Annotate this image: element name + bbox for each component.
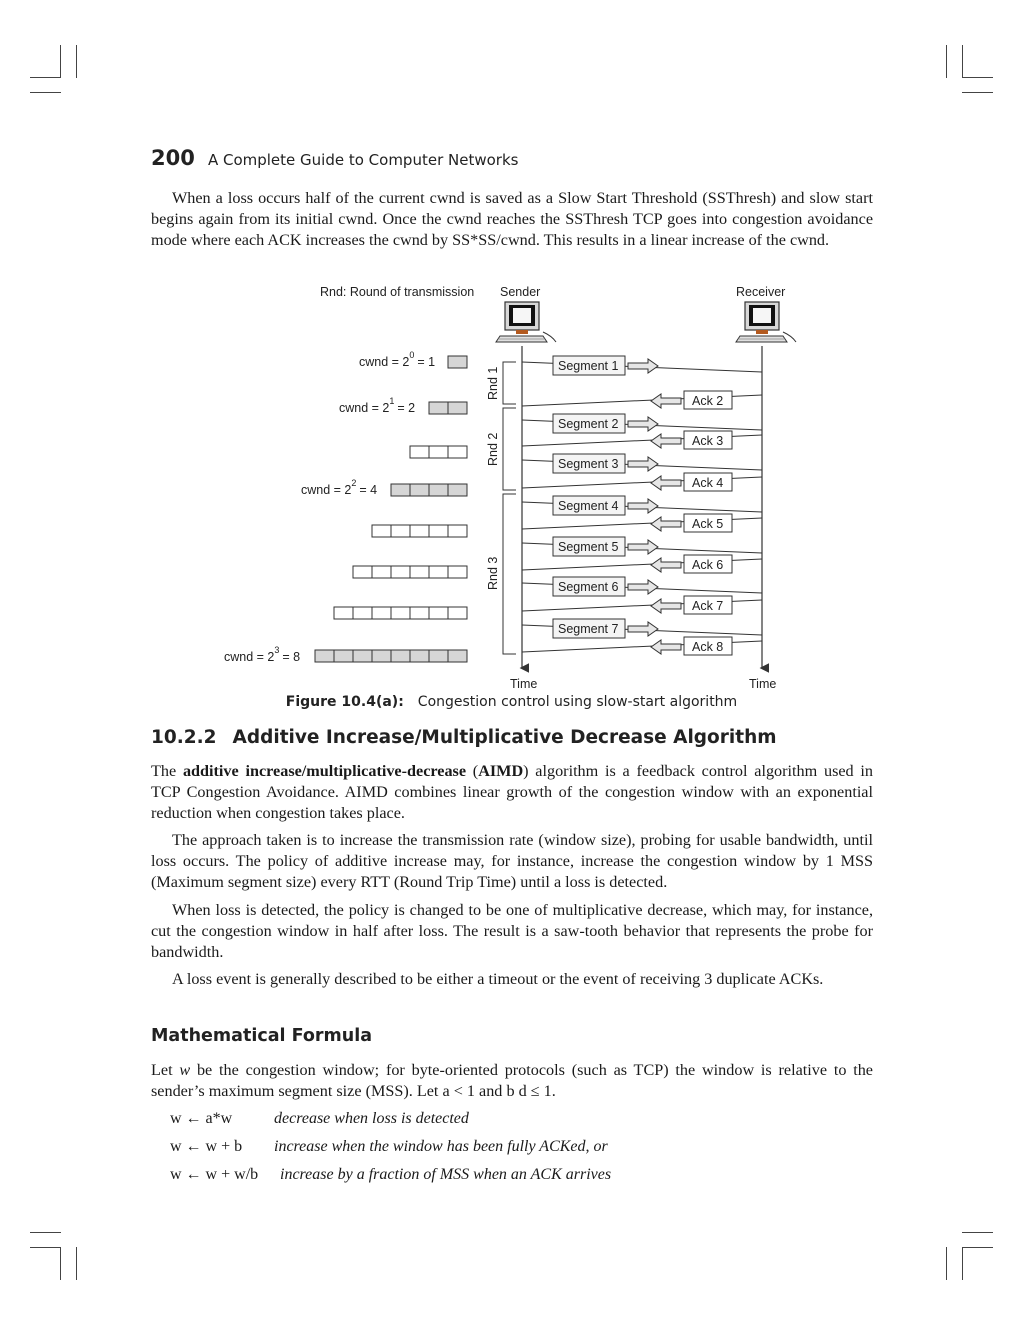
aimd-mid: ( (466, 762, 479, 780)
crop-mark (76, 1247, 77, 1280)
ack-arrow-icon (651, 476, 681, 490)
receiver-computer-icon (736, 302, 796, 342)
crop-mark (962, 92, 993, 93)
cwnd-window-box (410, 650, 429, 662)
cwnd-window-box (372, 566, 391, 578)
cwnd-window-box (391, 650, 410, 662)
cwnd-window-box (448, 650, 467, 662)
aimd-paragraph (151, 761, 873, 824)
formula-expression: w ← a*w (170, 1110, 233, 1127)
formula-row (170, 1166, 612, 1184)
crop-mark (962, 1232, 993, 1233)
cwnd-window-box (448, 356, 467, 368)
segment-arrow-icon (628, 417, 658, 431)
cwnd-window-box (429, 650, 448, 662)
cwnd-label-1: cwnd = $2^0 = 1$ (359, 350, 436, 369)
round-label-2: Rnd 2 (486, 432, 500, 466)
book-title: A Complete Guide to Computer Networks (207, 151, 519, 169)
cwnd-window-box (448, 566, 467, 578)
figure-caption (0, 694, 1023, 710)
subsection-heading: Mathematical Formula (151, 1026, 372, 1046)
ack-label: Ack 8 (692, 640, 724, 654)
ack-arrow-icon (651, 599, 681, 613)
cwnd-label-2: cwnd = $2^1 = 2$ (339, 396, 416, 415)
segment-arrow-icon (628, 457, 658, 471)
cwnd-window-box (448, 484, 467, 496)
cwnd-window-box (429, 402, 448, 414)
ack-label: Ack 2 (692, 394, 724, 408)
cwnd-window-box (353, 607, 372, 619)
cwnd-window-box (391, 607, 410, 619)
sender-time-label: Time (510, 677, 538, 691)
crop-mark (60, 45, 61, 78)
ack-label: Ack 4 (692, 476, 724, 490)
segment-label: Segment 2 (558, 417, 619, 431)
section-title: Additive Increase/Multiplicative Decrease Algorithm (232, 727, 777, 748)
formula-intro-paragraph (151, 1060, 873, 1102)
crop-mark (962, 1247, 963, 1280)
formula-intro-a: Let (151, 1061, 180, 1079)
ack-arrow-icon (651, 558, 681, 572)
segment-label: Segment 7 (558, 622, 619, 636)
crop-mark (946, 45, 947, 78)
ack-arrow-icon (651, 517, 681, 531)
formula-intro-b: be the congestion window; for byte-oriented protocols (such as TCP) the window is relative to the sender’s maximum segment size (MSS). Let a < 1 and b d ≤ 1. (151, 1061, 873, 1100)
rnd-legend-note: Rnd: Round of transmission (320, 285, 475, 299)
cwnd-window-box (410, 484, 429, 496)
ack-label: Ack 5 (692, 517, 724, 531)
cwnd-window-box (410, 525, 429, 537)
cwnd-window-box (372, 607, 391, 619)
probe-paragraph: The approach taken is to increase the transmission rate (window size), probing for usable bandwidth, until loss occurs. The policy of additive increase may, for instance, increase the congestion window by 1 MSS (Maximum segment size) every RTT (Round Trip Time) until a loss is detected. (151, 831, 873, 891)
cwnd-window-box (353, 566, 372, 578)
cwnd-window-box (391, 525, 410, 537)
section-heading (151, 727, 777, 748)
ack-arrow-icon (651, 394, 681, 408)
cwnd-window-box (410, 566, 429, 578)
aimd-term: additive increase/multiplicative-decrease (182, 762, 467, 780)
running-header (151, 146, 518, 170)
cwnd-window-box (372, 525, 391, 537)
round-label-3: Rnd 3 (486, 556, 500, 590)
cwnd-window-box (429, 446, 448, 458)
cwnd-window-box (391, 484, 410, 496)
cwnd-window-box (334, 650, 353, 662)
aimd-abbr: AIMD (478, 762, 524, 780)
figure-caption-text: Congestion control using slow-start algorithm (417, 694, 738, 710)
segment-label: Segment 6 (558, 580, 619, 594)
segment-label: Segment 3 (558, 457, 619, 471)
segment-arrow-icon (628, 580, 658, 594)
crop-mark (962, 1247, 993, 1248)
formula-row (170, 1110, 469, 1128)
formula-description: increase by a fraction of MSS when an ACK arrives (280, 1166, 612, 1183)
crop-mark (962, 45, 963, 78)
ack-label: Ack 6 (692, 558, 724, 572)
page-number: 200 (151, 146, 195, 170)
message-rows (522, 356, 762, 655)
receiver-time-label: Time (749, 677, 777, 691)
sender-label: Sender (500, 285, 541, 299)
cwnd-window-box (448, 525, 467, 537)
slow-start-figure (0, 280, 1023, 691)
formula-description: decrease when loss is detected (274, 1110, 469, 1127)
crop-mark (962, 77, 993, 78)
formula-description: increase when the window has been fully ACKed, or (274, 1138, 608, 1155)
cwnd-window-box (372, 650, 391, 662)
ack-label: Ack 7 (692, 599, 724, 613)
sender-computer-icon (496, 302, 556, 342)
crop-mark (30, 92, 61, 93)
segment-arrow-icon (628, 622, 658, 636)
intro-paragraph: When a loss occurs half of the current cwnd is saved as a Slow Start Threshold (SSThresh) and slow start begins again from its initial cwnd. Once the cwnd reaches the SSThresh TCP goes into congestion avoidance mode where each ACK increases the cwnd by SS*SS/cwnd. This results in a linear increase of the cwnd. (151, 189, 873, 249)
crop-mark (30, 1247, 61, 1248)
cwnd-window-box (448, 607, 467, 619)
segment-label: Segment 5 (558, 540, 619, 554)
cwnd-window-box (353, 650, 372, 662)
segment-label: Segment 1 (558, 359, 619, 373)
ack-label: Ack 3 (692, 434, 724, 448)
cwnd-window-box (448, 446, 467, 458)
cwnd-label-3: cwnd = $2^2 = 4$ (301, 478, 378, 497)
cwnd-window-box (429, 525, 448, 537)
cwnd-label-4: cwnd = $2^3 = 8$ (224, 645, 301, 664)
formula-expression: w ← w + w/b (170, 1166, 259, 1183)
cwnd-window-box (315, 650, 334, 662)
cwnd-window-box (391, 566, 410, 578)
segment-arrow-icon (628, 499, 658, 513)
cwnd-window-box (448, 402, 467, 414)
round-brackets (503, 362, 516, 654)
crop-mark (76, 45, 77, 78)
segment-label: Segment 4 (558, 499, 619, 513)
loss-event-paragraph: A loss event is generally described to be either a timeout or the event of receiving 3 duplicate ACKs. (172, 970, 824, 988)
cwnd-window-box (429, 566, 448, 578)
ack-arrow-icon (651, 640, 681, 654)
round-label-1: Rnd 1 (486, 366, 500, 400)
cwnd-window-box (410, 607, 429, 619)
aimd-rest: ) algorithm is a feedback control algorithm used in TCP Congestion Avoidance. AIMD combines linear growth of the congestion window with an exponential reduction when congestion takes place. (151, 762, 874, 822)
formula-intro-w: w (179, 1061, 191, 1079)
receiver-label: Receiver (736, 285, 786, 299)
cwnd-window-box (429, 607, 448, 619)
crop-mark (30, 77, 61, 78)
cwnd-window-box (334, 607, 353, 619)
segment-arrow-icon (628, 540, 658, 554)
formula-expression: w ← w + b (170, 1138, 243, 1155)
ack-arrow-icon (651, 434, 681, 448)
section-number: 10.2.2 (151, 727, 217, 748)
figure-caption-label: Figure 10.4(a): (285, 694, 404, 710)
segment-arrow-icon (628, 359, 658, 373)
cwnd-window-box (410, 446, 429, 458)
cwnd-window-box (429, 484, 448, 496)
crop-mark (30, 1232, 61, 1233)
aimd-lead: The (151, 762, 183, 780)
formula-row (170, 1138, 608, 1156)
crop-mark (60, 1247, 61, 1280)
crop-mark (946, 1247, 947, 1280)
loss-paragraph: When loss is detected, the policy is changed to be one of multiplicative decrease, which may, for instance, cut the congestion window in half after loss. The result is a saw-tooth behavior that represents the probe for bandwidth. (151, 901, 873, 961)
